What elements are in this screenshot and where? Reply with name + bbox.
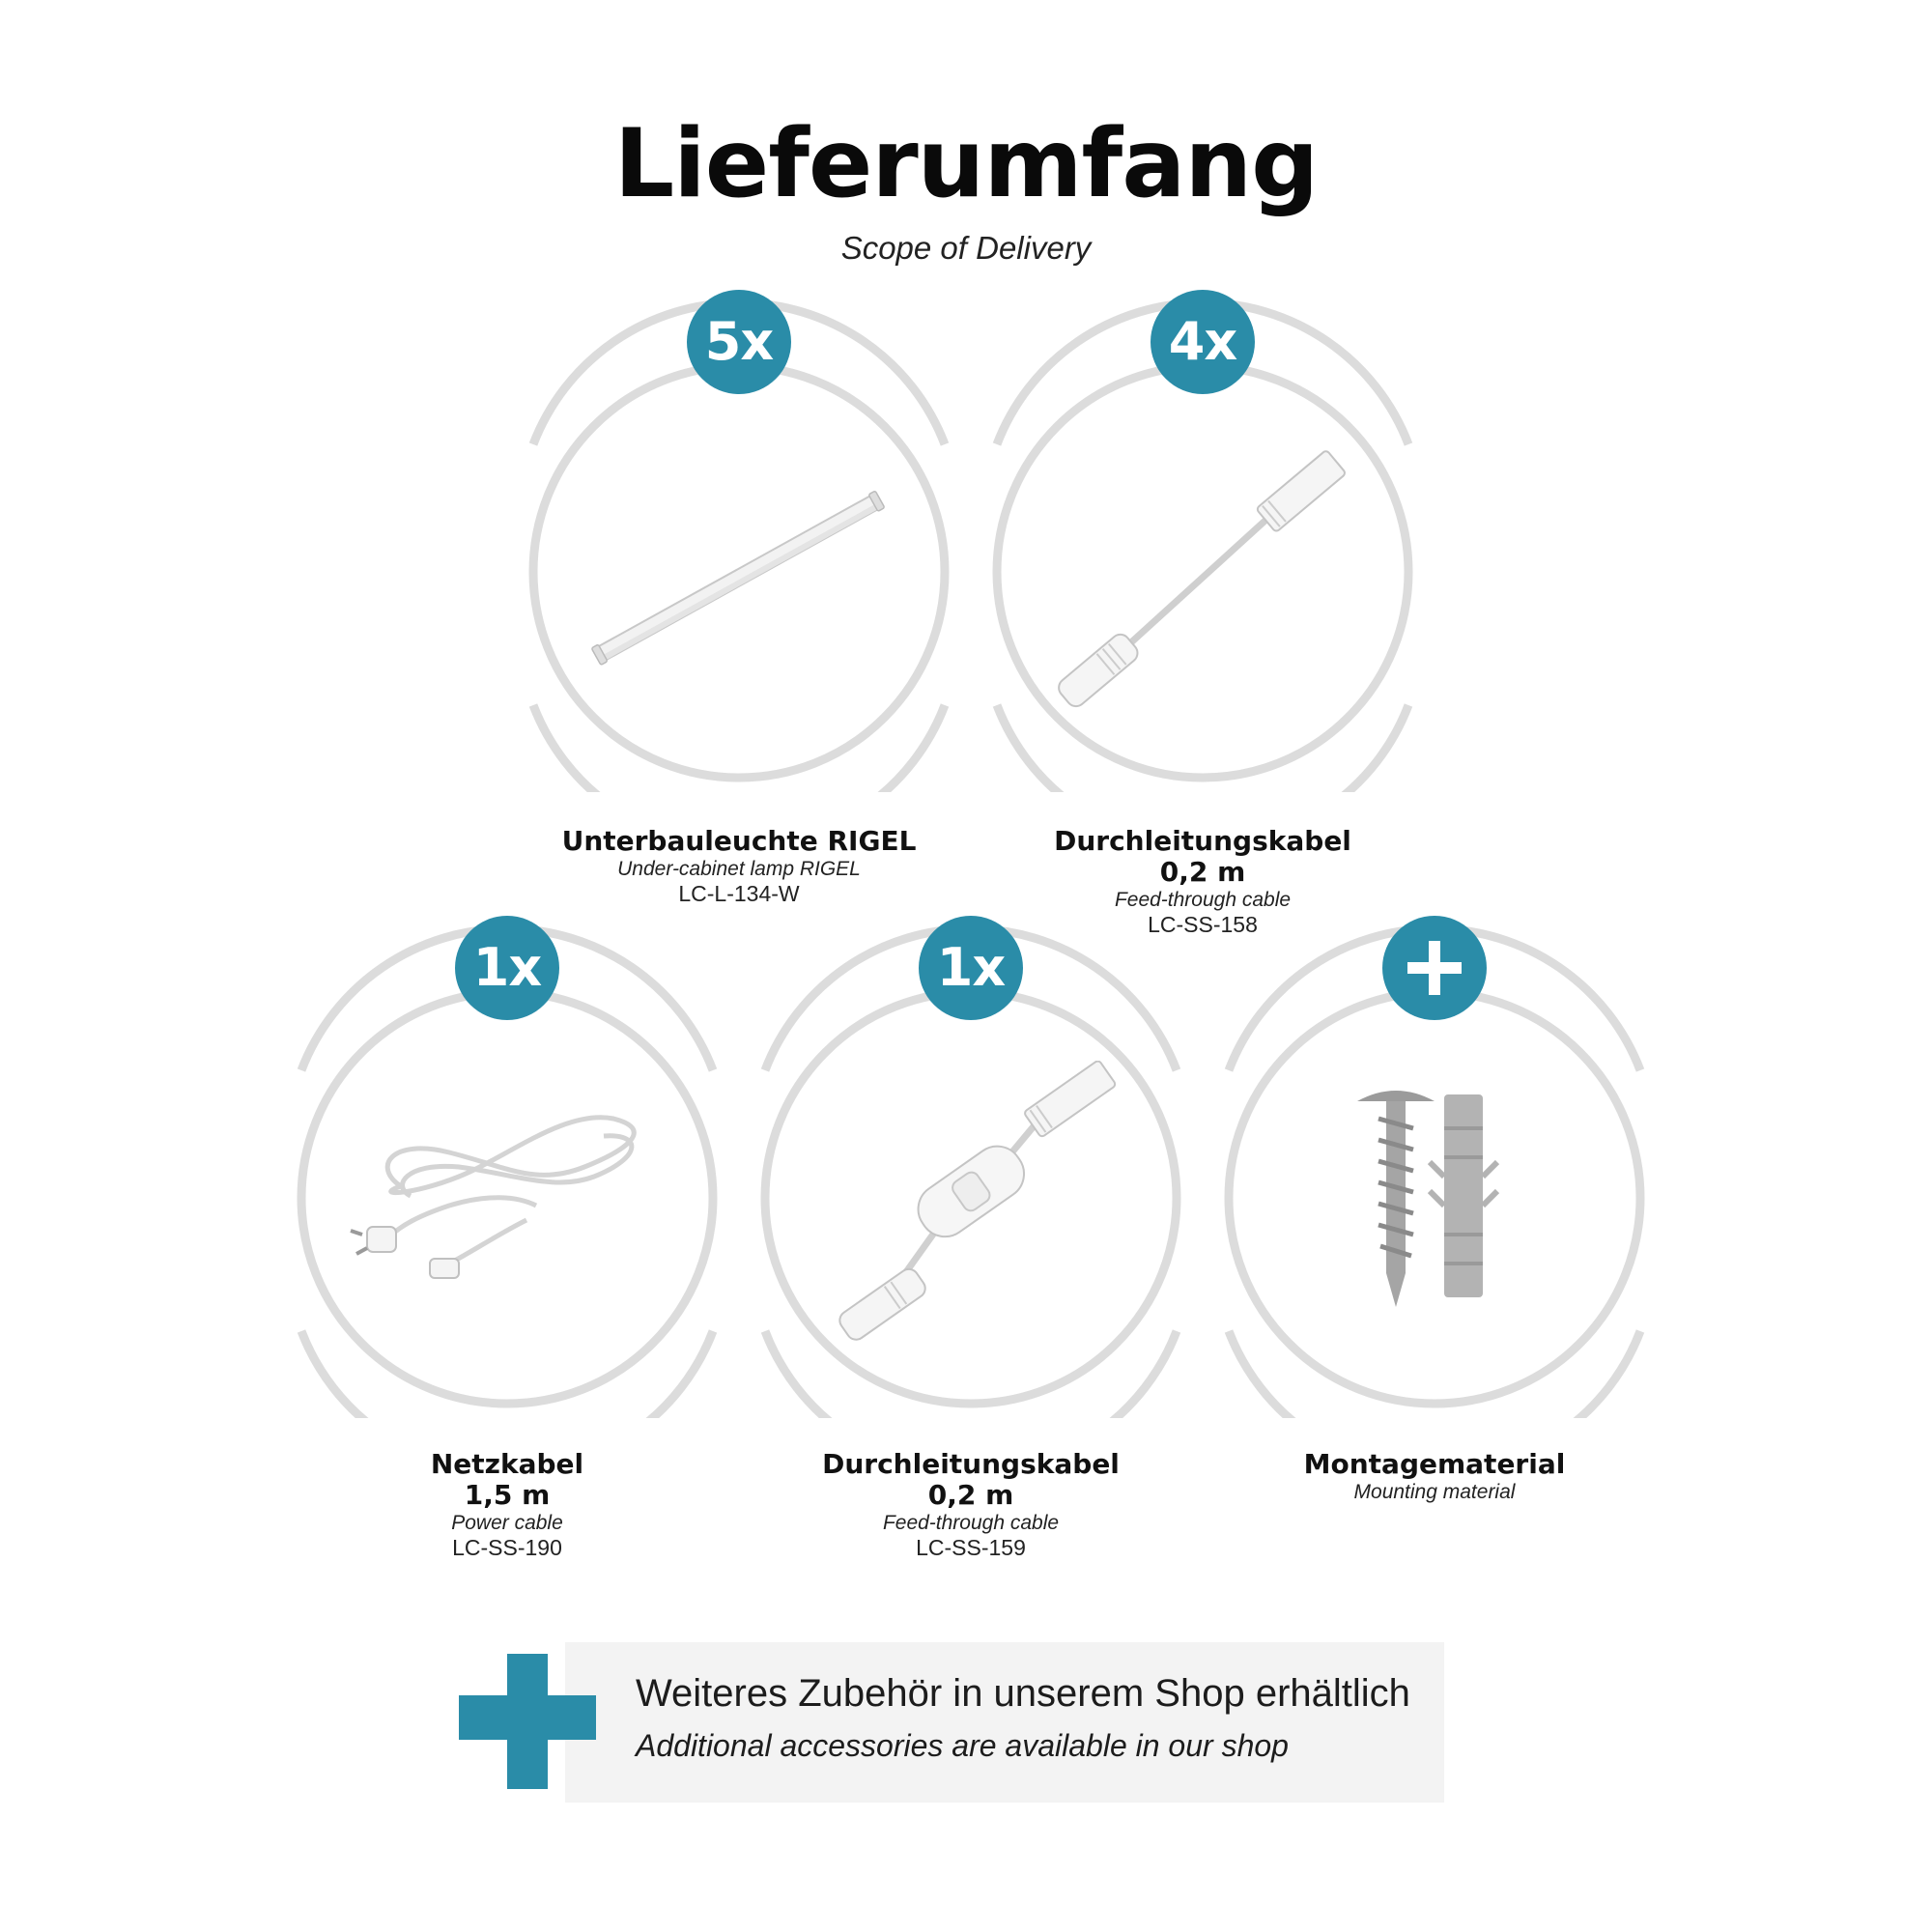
item-length: 0,2 m — [1159, 856, 1246, 888]
item-code: LC-SS-159 — [916, 1535, 1026, 1560]
item-subtitle: Feed-through cable — [1114, 889, 1292, 911]
power-cable-icon — [314, 1061, 700, 1350]
feed-through-cable-icon — [1009, 435, 1396, 724]
item-name: Unterbauleuchte RIGEL — [561, 825, 917, 857]
quantity-badge: 1x — [455, 916, 559, 1020]
delivery-item-mounting-material — [1145, 916, 1724, 1399]
plus-badge-icon — [1382, 916, 1487, 1020]
item-code: LC-L-134-W — [678, 881, 800, 906]
screw-and-dowel-icon — [1241, 1061, 1628, 1350]
item-subtitle: Feed-through cable — [882, 1512, 1060, 1534]
plus-icon-vertical — [507, 1654, 548, 1789]
accessories-text-en: Additional accessories are available in our shop — [636, 1728, 1289, 1763]
item-name: Montagematerial — [1303, 1448, 1566, 1480]
quantity-badge: 4x — [1151, 290, 1255, 394]
caption-mounting-material — [1145, 1449, 1724, 1504]
quantity-badge: 1x — [919, 916, 1023, 1020]
accessories-banner — [565, 1642, 1444, 1803]
item-length: 0,2 m — [927, 1479, 1014, 1511]
item-name: Durchleitungskabel — [1054, 825, 1351, 857]
quantity-badge: 5x — [687, 290, 791, 394]
page-title: Lieferumfang — [613, 109, 1319, 219]
item-subtitle: Under-cabinet lamp RIGEL — [617, 858, 861, 880]
led-bar-icon — [546, 435, 932, 724]
item-subtitle: Mounting material — [1353, 1481, 1516, 1503]
item-name: Durchleitungskabel — [822, 1448, 1120, 1480]
switch-cable-icon — [778, 1061, 1164, 1350]
item-length: 1,5 m — [464, 1479, 551, 1511]
page-subtitle: Scope of Delivery — [840, 230, 1092, 266]
delivery-item-feed-cable — [913, 290, 1492, 773]
accessories-text-de: Weiteres Zubehör in unserem Shop erhältlich — [636, 1672, 1410, 1715]
item-code: LC-SS-158 — [1148, 912, 1258, 937]
item-subtitle: Power cable — [451, 1512, 563, 1534]
item-code: LC-SS-190 — [452, 1535, 562, 1560]
item-name: Netzkabel — [430, 1448, 584, 1480]
